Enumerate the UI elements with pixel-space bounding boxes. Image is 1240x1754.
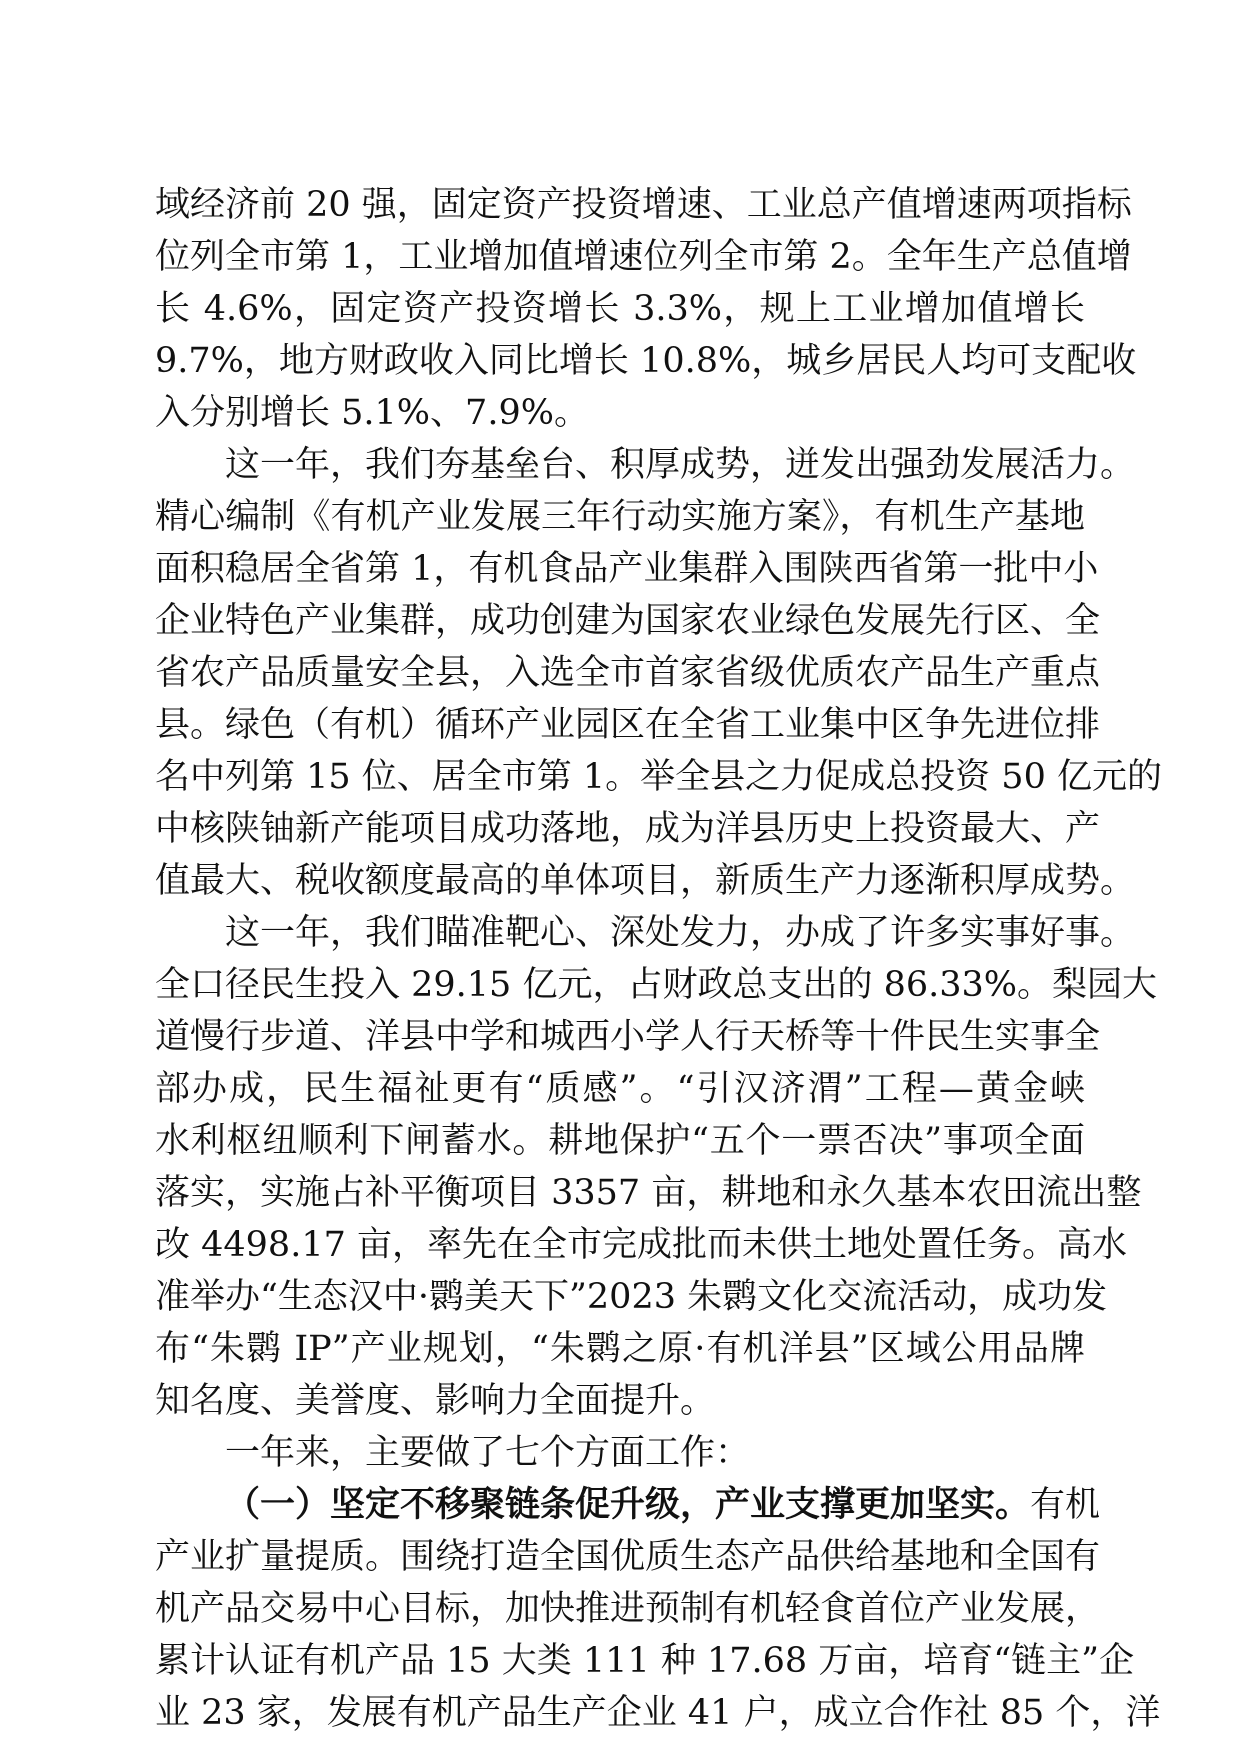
paragraph-line: 中核陕铀新产能项目成功落地，成为洋县历史上投资最大、产 [155, 809, 1101, 849]
paragraph-line: 知名度、美誉度、影响力全面提升。 [155, 1381, 716, 1421]
paragraph-line: 累计认证有机产品 15 大类 111 种 17.68 万亩，培育“链主”企 [155, 1641, 1135, 1681]
paragraph-line: 全口径民生投入 29.15 亿元，占财政总支出的 86.33%。梨园大 [155, 965, 1158, 1005]
paragraph-line: 9.7%，地方财政收入同比增长 10.8%，城乡居民人均可支配收 [155, 341, 1137, 381]
paragraph-line: 准举办“生态汉中·鹮美天下”2023 朱鹮文化交流活动，成功发 [155, 1277, 1108, 1317]
paragraph-line: 改 4498.17 亩，率先在全市完成批而未供土地处置任务。高水 [155, 1225, 1127, 1265]
paragraph-line: 业 23 家，发展有机产品生产企业 41 户，成立合作社 85 个，洋 [155, 1693, 1161, 1733]
paragraph-line: 入分别增长 5.1%、7.9%。 [155, 393, 589, 433]
paragraph-line: 值最大、税收额度最高的单体项目，新质生产力逐渐积厚成势。 [155, 861, 1136, 901]
paragraph-line: 这一年，我们瞄准靶心、深处发力，办成了许多实事好事。 [225, 913, 1136, 953]
paragraph-line: 部办成，民生福祉更有“质感”。“引汉济渭”工程—黄金峡 [155, 1069, 1085, 1109]
paragraph-line: 长 4.6%，固定资产投资增长 3.3%，规上工业增加值增长 [155, 289, 1085, 329]
paragraph-line: 省农产品质量安全县，入选全市首家省级优质农产品生产重点 [155, 653, 1101, 693]
paragraph-line: 名中列第 15 位、居全市第 1。举全县之力促成总投资 50 亿元的 [155, 757, 1162, 797]
paragraph-line: 域经济前 20 强，固定资产投资增速、工业总产值增速两项指标 [155, 185, 1132, 225]
section-heading-line [225, 1479, 1101, 1531]
paragraph-line: 企业特色产业集群，成功创建为国家农业绿色发展先行区、全 [155, 601, 1101, 641]
paragraph-line: 机产品交易中心目标，加快推进预制有机轻食首位产业发展， [155, 1589, 1101, 1629]
paragraph-line: 道慢行步道、洋县中学和城西小学人行天桥等十件民生实事全 [155, 1017, 1101, 1057]
paragraph-line: 位列全市第 1，工业增加值增速位列全市第 2。全年生产总值增 [155, 237, 1132, 277]
paragraph-line: 落实，实施占补平衡项目 3357 亩，耕地和永久基本农田流出整 [155, 1173, 1142, 1213]
paragraph-line: 县。绿色（有机）循环产业园区在全省工业集中区争先进位排 [155, 705, 1101, 745]
paragraph-line: 面积稳居全省第 1，有机食品产业集群入围陕西省第一批中小 [155, 549, 1099, 589]
paragraph-line: 一年来，主要做了七个方面工作： [225, 1433, 751, 1473]
section-heading: （一）坚定不移聚链条促升级，产业支撑更加坚实。 [225, 1485, 1031, 1525]
paragraph-line: 精心编制《有机产业发展三年行动实施方案》，有机生产基地 [155, 497, 1085, 537]
section-heading-continuation: 有机 [1030, 1485, 1101, 1525]
paragraph-line: 布“朱鹮 IP”产业规划，“朱鹮之原·有机洋县”区域公用品牌 [155, 1329, 1085, 1369]
paragraph-line: 这一年，我们夯基垒台、积厚成势，迸发出强劲发展活力。 [225, 445, 1136, 485]
paragraph-line: 水利枢纽顺利下闸蓄水。耕地保护“五个一票否决”事项全面 [155, 1121, 1085, 1161]
paragraph-line: 产业扩量提质。围绕打造全国优质生态产品供给基地和全国有 [155, 1537, 1101, 1577]
